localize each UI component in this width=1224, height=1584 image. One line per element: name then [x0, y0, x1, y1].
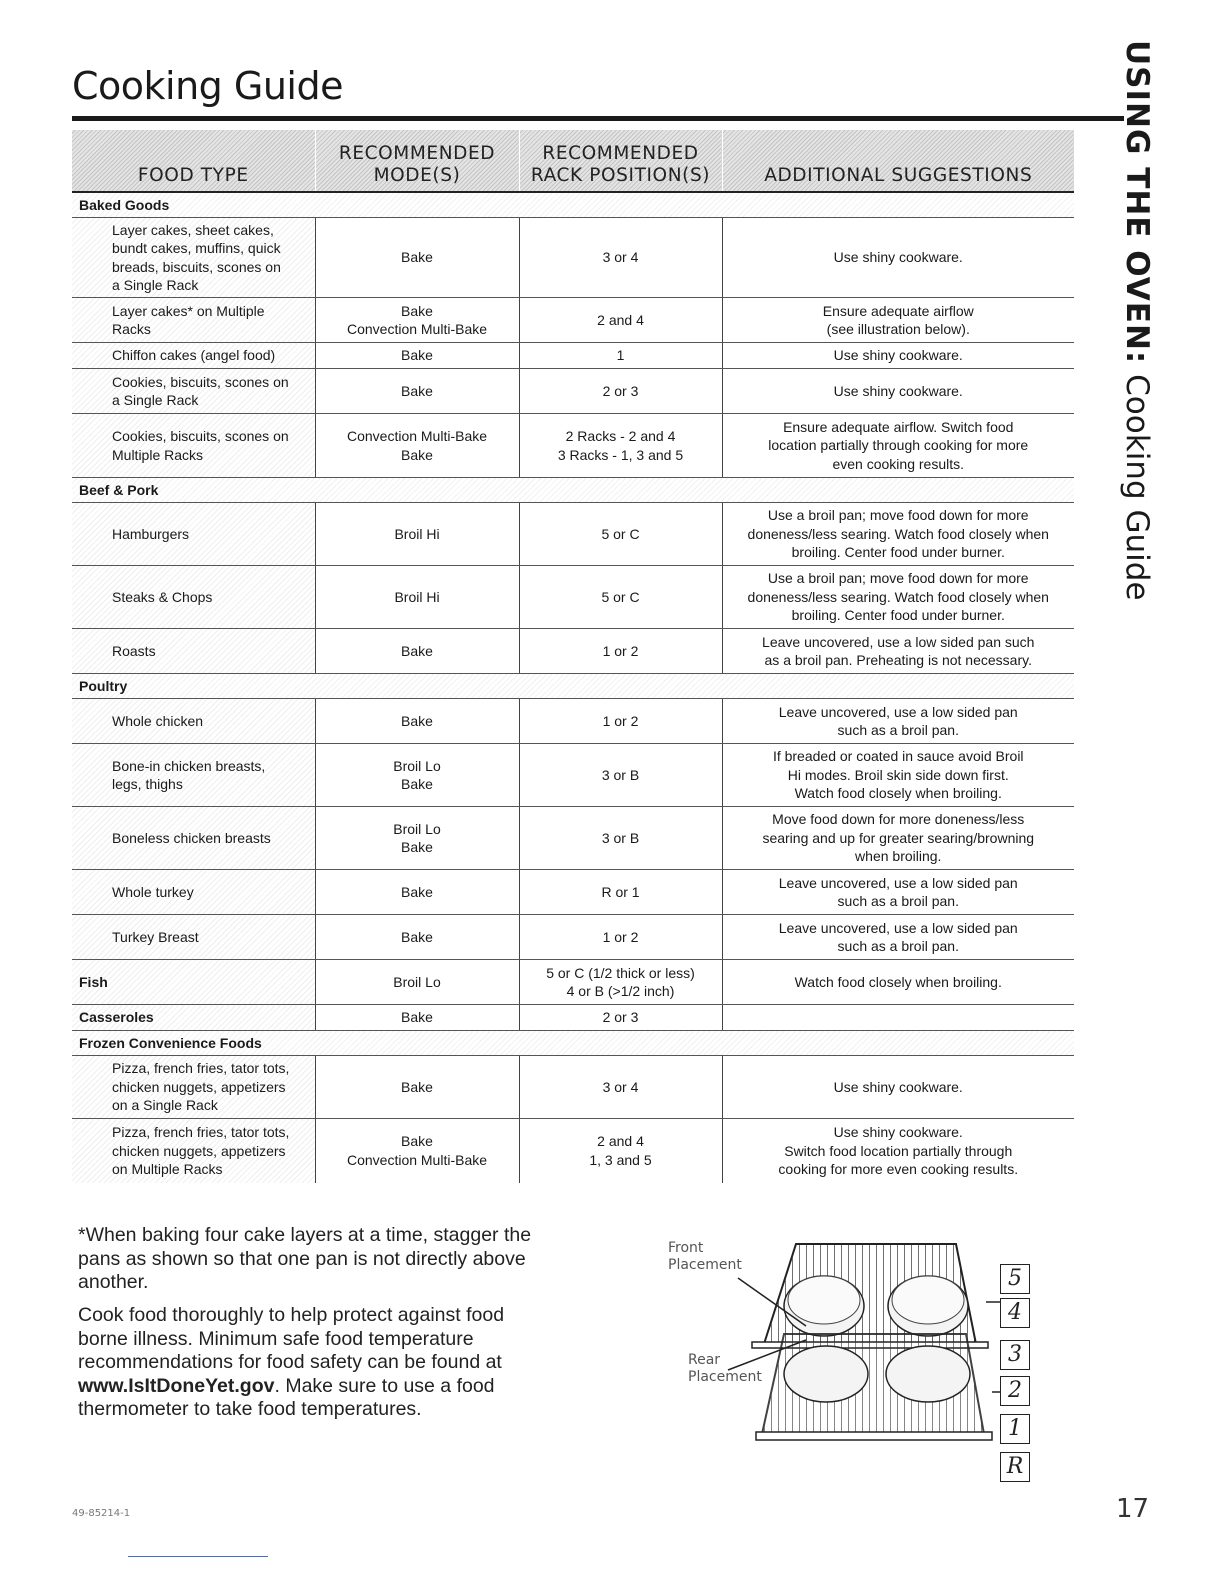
table-row	[72, 1005, 1074, 1031]
table-row	[72, 566, 1074, 629]
mode-cell	[315, 1119, 519, 1183]
front-label-line1: Front	[668, 1240, 704, 1256]
mode-cell-line: Convection Multi-Bake	[346, 428, 488, 444]
food-cell	[72, 915, 315, 960]
rack-cell-line: 2 or 3	[602, 382, 639, 399]
mode-cell	[315, 629, 519, 674]
suggestion-cell-line: location partially through cooking for more	[768, 437, 1029, 454]
side-title-strong: USING THE OVEN:	[1119, 40, 1155, 365]
mode-cell	[315, 915, 519, 960]
document-code: 49-85214-1	[72, 1508, 131, 1519]
rack-position-2: 2	[1000, 1376, 1030, 1406]
table-row	[72, 503, 1074, 566]
header-food-type-label: FOOD TYPE	[137, 165, 249, 186]
mode-cell	[315, 343, 519, 369]
cake-layers-footnote: *When baking four cake layers at a time, stagger the pans as shown so that one pan is not directly above another.	[78, 1224, 532, 1293]
rack-cell	[519, 503, 722, 566]
header-rack-positions	[519, 130, 722, 192]
suggestion-cell-line: broiling. Center food under burner.	[791, 544, 1005, 561]
header-modes-line1: RECOMMENDED	[338, 143, 496, 164]
suggestion-cell-line: when broiling.	[855, 848, 942, 865]
rack-cell	[519, 629, 722, 674]
food-cell	[72, 1005, 315, 1031]
food-cell-line: Bone-in chicken breasts,	[112, 757, 266, 774]
mode-cell-line: Bake	[401, 249, 433, 266]
suggestion-cell	[722, 566, 1074, 629]
mode-cell-line: Broil Lo	[393, 820, 441, 837]
food-cell-line: Layer cakes, sheet cakes,	[112, 221, 274, 238]
food-cell	[72, 218, 315, 298]
table-header-row	[72, 130, 1074, 192]
page-number: 17	[1116, 1494, 1150, 1524]
table-row	[72, 915, 1074, 960]
table-row	[72, 218, 1074, 298]
suggestion-cell-line: Use shiny cookware.	[833, 249, 963, 266]
rack-position-3: 3	[1000, 1340, 1030, 1370]
mode-cell-line: Bake	[401, 928, 433, 945]
suggestion-cell-line: Use a broil pan; move food down for more	[767, 507, 1029, 524]
rack-cell-line: 3 or B	[601, 829, 640, 846]
suggestion-cell	[722, 870, 1074, 915]
rack-cell-line: 1 or 2	[602, 642, 639, 659]
suggestion-cell	[722, 1119, 1074, 1183]
table-row	[72, 960, 1074, 1005]
suggestion-cell-line: Use shiny cookware.	[833, 382, 963, 399]
suggestion-cell	[722, 1056, 1074, 1119]
table-row	[72, 807, 1074, 870]
food-cell-line: Pizza, french fries, tator tots,	[112, 1060, 290, 1077]
food-cell	[72, 870, 315, 915]
header-modes	[315, 130, 519, 192]
rack-cell-line: 3 Racks - 1, 3 and 5	[557, 446, 684, 463]
rack-cell-line: 5 or C	[601, 588, 640, 605]
food-safety-text-end: . Make sure to use a food thermometer to take food temperatures.	[78, 1374, 495, 1420]
bottom-rule	[128, 1556, 268, 1557]
header-suggestions	[722, 130, 1074, 192]
food-cell-line: Boneless chicken breasts	[112, 829, 271, 846]
suggestion-cell-line: Watch food closely when broiling.	[794, 973, 1002, 990]
mode-cell-line: Broil Hi	[394, 588, 440, 605]
page-title: Cooking Guide	[72, 64, 343, 108]
section-side-title	[1119, 40, 1155, 680]
mode-cell-line: Convection Multi-Bake	[346, 321, 488, 337]
mode-cell	[315, 298, 519, 343]
mode-cell-line: Bake	[401, 712, 433, 729]
food-cell	[72, 343, 315, 369]
food-cell-line: a Single Rack	[112, 277, 199, 293]
suggestion-cell	[722, 414, 1074, 478]
rack-cell	[519, 566, 722, 629]
suggestion-cell-line: Use shiny cookware.	[833, 347, 963, 364]
suggestion-cell	[722, 343, 1074, 369]
mode-cell	[315, 1005, 519, 1031]
table-row	[72, 629, 1074, 674]
rack-cell-line: 5 or C	[601, 525, 640, 542]
rack-cell-line: 1	[616, 347, 625, 364]
table-row	[72, 1119, 1074, 1183]
rack-cell-line: 2 and 4	[597, 311, 644, 328]
mode-cell-line: Bake	[401, 883, 433, 900]
food-cell-line: Pizza, french fries, tator tots,	[112, 1124, 290, 1140]
food-cell	[72, 414, 315, 478]
food-cell-line: Fish	[79, 973, 108, 990]
mode-cell-line: Bake	[401, 1078, 433, 1095]
suggestion-cell-line: Use a broil pan; move food down for more	[767, 570, 1029, 587]
suggestion-cell-line: such as a broil pan.	[837, 893, 959, 909]
food-cell-line: chicken nuggets, appetizers	[112, 1078, 286, 1095]
food-cell-line: on a Single Rack	[112, 1097, 218, 1114]
mode-cell	[315, 414, 519, 478]
food-cell-line: a Single Rack	[112, 392, 199, 408]
rear-label-line2: Placement	[688, 1369, 762, 1385]
category-row	[72, 478, 1074, 503]
food-cell-line: Layer cakes* on Multiple	[112, 302, 265, 319]
rack-cell	[519, 699, 722, 744]
mode-cell	[315, 566, 519, 629]
food-cell	[72, 503, 315, 566]
mode-cell-line: Broil Lo	[393, 757, 441, 774]
header-modes-line2: MODE(S)	[373, 165, 461, 186]
table-row	[72, 369, 1074, 414]
food-safety-text: Cook food thoroughly to help protect against food borne illness. Minimum safe food temperature recommendations for food safety can be found at	[78, 1304, 505, 1373]
category-label: Frozen Convenience Foods	[72, 1031, 1074, 1056]
mode-cell-line: Convection Multi-Bake	[346, 1151, 488, 1168]
food-safety-link[interactable]: www.IsItDoneYet.gov	[78, 1374, 275, 1397]
mode-cell-line: Bake	[401, 776, 433, 792]
rack-position-1: 1	[1000, 1414, 1030, 1444]
mode-cell-line: Broil Hi	[394, 525, 440, 542]
food-cell-line: Whole turkey	[112, 883, 194, 900]
food-cell-line: Roasts	[112, 642, 156, 659]
suggestion-cell-line: Hi modes. Broil skin side down first.	[787, 766, 1009, 783]
suggestion-cell	[722, 744, 1074, 807]
food-cell	[72, 699, 315, 744]
rack-cell	[519, 298, 722, 343]
rack-cell	[519, 744, 722, 807]
food-cell-line: on Multiple Racks	[112, 1161, 223, 1177]
rack-cell-line: 2 or 3	[602, 1009, 639, 1026]
mode-cell-line: Broil Lo	[393, 973, 441, 990]
mode-cell-line: Bake	[401, 446, 433, 463]
mode-cell	[315, 960, 519, 1005]
rack-cell-line: 3 or 4	[602, 249, 639, 266]
mode-cell	[315, 699, 519, 744]
rack-cell-line: 2 Racks - 2 and 4	[565, 428, 676, 444]
rack-cell-line: 5 or C (1/2 thick or less)	[546, 964, 695, 981]
suggestion-cell	[722, 298, 1074, 343]
food-cell-line: legs, thighs	[112, 776, 183, 792]
rear-placement-label	[688, 1352, 762, 1386]
rack-cell	[519, 414, 722, 478]
title-rule	[72, 116, 1124, 121]
mode-cell-line: Bake	[401, 1009, 433, 1026]
suggestion-cell-line: Switch food location partially through	[784, 1142, 1013, 1159]
table-row	[72, 870, 1074, 915]
suggestion-cell-line: even cooking results.	[832, 455, 965, 472]
rack-cell-line: R or 1	[601, 883, 640, 900]
category-label: Beef & Pork	[72, 478, 1074, 503]
mode-cell-line: Bake	[401, 1133, 433, 1150]
food-cell-line: Whole chicken	[112, 712, 204, 729]
food-cell-line: Steaks & Chops	[112, 588, 213, 605]
suggestion-cell-line: Watch food closely when broiling.	[794, 785, 1002, 802]
suggestion-cell-line: such as a broil pan.	[837, 722, 959, 738]
rack-cell-line: 1 or 2	[602, 928, 639, 945]
food-cell	[72, 960, 315, 1005]
rack-cell	[519, 807, 722, 870]
header-food-type	[72, 130, 315, 192]
suggestion-cell-line: doneness/less searing. Watch food closely when	[747, 588, 1049, 605]
suggestion-cell	[722, 699, 1074, 744]
suggestion-cell-line: Use shiny cookware.	[833, 1078, 963, 1095]
rack-position-5: 5	[1000, 1264, 1030, 1294]
table-row	[72, 699, 1074, 744]
rear-label-line1: Rear	[688, 1352, 721, 1368]
suggestion-cell-line: such as a broil pan.	[837, 938, 959, 954]
mode-cell	[315, 218, 519, 298]
table-row	[72, 414, 1074, 478]
mode-cell-line: Bake	[401, 302, 433, 319]
rack-cell-line: 3 or 4	[602, 1078, 639, 1095]
category-label: Baked Goods	[72, 192, 1074, 218]
lower-rack	[756, 1334, 992, 1440]
food-cell-line: Casseroles	[79, 1009, 154, 1026]
category-row	[72, 1031, 1074, 1056]
rack-placement-illustration	[666, 1234, 1036, 1494]
food-cell	[72, 566, 315, 629]
table-row	[72, 744, 1074, 807]
suggestion-cell	[722, 807, 1074, 870]
food-cell-line: breads, biscuits, scones on	[112, 258, 281, 275]
food-safety-note	[78, 1304, 553, 1422]
suggestion-cell-line: If breaded or coated in sauce avoid Broil	[772, 748, 1024, 765]
upper-rack	[752, 1244, 988, 1348]
rack-cell	[519, 1056, 722, 1119]
food-cell-line: bundt cakes, muffins, quick	[112, 240, 281, 256]
table-row	[72, 298, 1074, 343]
rack-cell-line: 3 or B	[601, 766, 640, 783]
food-cell	[72, 1056, 315, 1119]
suggestion-cell-line: Leave uncovered, use a low sided pan	[778, 703, 1018, 720]
suggestion-cell-line: cooking for more even cooking results.	[778, 1161, 1019, 1177]
food-cell	[72, 807, 315, 870]
rack-cell	[519, 343, 722, 369]
suggestion-cell	[722, 960, 1074, 1005]
food-cell	[72, 298, 315, 343]
suggestion-cell-line: broiling. Center food under burner.	[791, 607, 1005, 624]
mode-cell-line: Bake	[401, 382, 433, 399]
food-cell	[72, 369, 315, 414]
mode-cell-line: Bake	[401, 642, 433, 659]
table-row	[72, 1056, 1074, 1119]
side-title-rest: Cooking Guide	[1119, 364, 1155, 601]
header-suggestions-label: ADDITIONAL SUGGESTIONS	[764, 165, 1033, 186]
suggestion-cell-line: searing and up for greater searing/browning	[762, 829, 1035, 846]
mode-cell	[315, 1056, 519, 1119]
food-cell-line: Cookies, biscuits, scones on	[112, 373, 289, 390]
mode-cell	[315, 870, 519, 915]
rack-cell	[519, 915, 722, 960]
mode-cell-line: Bake	[401, 347, 433, 364]
mode-cell	[315, 807, 519, 870]
suggestion-cell-line: Move food down for more doneness/less	[772, 811, 1025, 828]
header-rack-line2: RACK POSITION(S)	[530, 165, 711, 186]
food-cell-line: Chiffon cakes (angel food)	[112, 347, 276, 364]
suggestion-cell-line: doneness/less searing. Watch food closely when	[747, 525, 1049, 542]
category-row	[72, 192, 1074, 218]
rack-cell-line: 1, 3 and 5	[589, 1151, 652, 1168]
suggestion-cell	[722, 218, 1074, 298]
rack-cell	[519, 1005, 722, 1031]
rack-cell	[519, 870, 722, 915]
front-label-line2: Placement	[668, 1257, 742, 1273]
suggestion-cell-line: Ensure adequate airflow. Switch food	[783, 418, 1014, 435]
rack-cell-line: 4 or B (>1/2 inch)	[566, 983, 675, 999]
rack-position-r: R	[1000, 1452, 1030, 1482]
front-placement-label	[668, 1240, 742, 1274]
suggestion-cell-line: Leave uncovered, use a low sided pan such	[762, 633, 1035, 650]
table-body	[72, 192, 1074, 1183]
food-cell-line: Multiple Racks	[112, 446, 204, 463]
food-cell-line: chicken nuggets, appetizers	[112, 1142, 286, 1159]
food-cell	[72, 744, 315, 807]
suggestion-cell-line: as a broil pan. Preheating is not necessary.	[764, 652, 1032, 668]
food-cell-line: Turkey Breast	[112, 928, 199, 945]
suggestion-cell-line: Use shiny cookware.	[833, 1124, 963, 1140]
rack-cell-line: 2 and 4	[597, 1133, 644, 1150]
rack-cell	[519, 218, 722, 298]
suggestion-cell-line: (see illustration below).	[826, 321, 970, 337]
suggestion-cell	[722, 503, 1074, 566]
suggestion-cell	[722, 369, 1074, 414]
rack-cell-line: 1 or 2	[602, 712, 639, 729]
mode-cell-line: Bake	[401, 839, 433, 855]
food-cell	[72, 629, 315, 674]
header-rack-line1: RECOMMENDED	[542, 143, 699, 164]
suggestion-cell	[722, 629, 1074, 674]
rack-cell	[519, 369, 722, 414]
rack-cell	[519, 1119, 722, 1183]
suggestion-cell	[722, 1005, 1074, 1031]
cooking-guide-table	[72, 130, 1074, 1183]
food-cell-line: Hamburgers	[112, 525, 190, 542]
suggestion-cell-line: Ensure adequate airflow	[822, 302, 974, 319]
mode-cell	[315, 369, 519, 414]
category-row	[72, 674, 1074, 699]
food-cell	[72, 1119, 315, 1183]
rack-position-4: 4	[1000, 1298, 1030, 1328]
suggestion-cell	[722, 915, 1074, 960]
rack-cell	[519, 960, 722, 1005]
category-label: Poultry	[72, 674, 1074, 699]
suggestion-cell-line: Leave uncovered, use a low sided pan	[778, 874, 1018, 891]
mode-cell	[315, 503, 519, 566]
mode-cell	[315, 744, 519, 807]
table-row	[72, 343, 1074, 369]
suggestion-cell-line: Leave uncovered, use a low sided pan	[778, 919, 1018, 936]
food-cell-line: Cookies, biscuits, scones on	[112, 428, 289, 444]
food-cell-line: Racks	[112, 321, 151, 337]
